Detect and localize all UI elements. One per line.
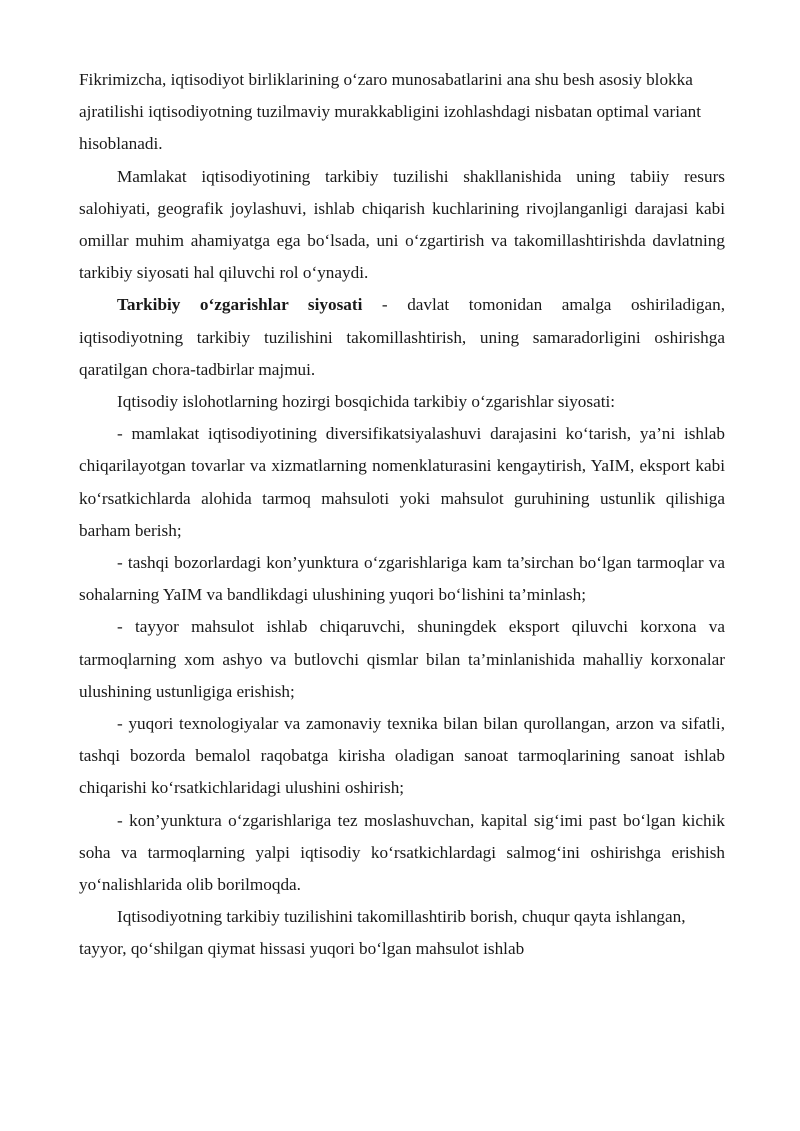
paragraph-structure-factors: Mamlakat iqtisodiyotining tarkibiy tuzilishi shakllanishida uning tabiiy resurs salohiyati, geografik joylashuvi, ishlab chiqarish kuchlarining rivojlanganligi darajasi kabi omillar muhim ahamiyatga ega bo‘lsada, uni o‘zgartirish va takomillashtirishda davlatning tarkibiy siyosati hal qiluvchi rol o‘ynaydi. [79,166,725,283]
paragraph-intro: Fikrimizcha, iqtisodiyot birliklarining o‘zaro munosabatlarini ana shu besh asosiy blokka ajratilishi iqtisodiyotning tuzilmaviy murakkabligini izohlashdagi nisbatan optimal variant hisoblanadi. [79,70,701,154]
list-item-external-markets: - tashqi bozorlardagi kon’yunktura o‘zgarishlariga kam ta’sirchan bo‘lgan tarmoqlar va sohalarning YaIM va bandlikdagi ulushining yuqori bo‘lishini ta’minlash; [79,553,725,605]
list-item-local-supply: - tayyor mahsulot ishlab chiqaruvchi, shuningdek eksport qiluvchi korxona va tarmoqlarning xom ashyo va butlovchi qismlar bilan ta’minlanishida mahalliy korxonalar ulushining ustunligiga erishish; [79,617,725,701]
defined-term: Tarkibiy o‘zgarishlar siyosati [117,295,363,315]
document-page [79,64,725,966]
paragraph-definition [79,289,725,386]
paragraph-continuation: Iqtisodiyotning tarkibiy tuzilishini takomillashtirib borish, chuqur qayta ishlangan, tayyor, qo‘shilgan qiymat hissasi yuqori bo‘lgan mahsulot ishlab [79,907,686,959]
list-item-diversification: - mamlakat iqtisodiyotining diversifikatsiyalashuvi darajasini ko‘tarish, ya’ni ishlab chiqarilayotgan tovarlar va xizmatlarning nomenklaturasini kengaytirish, YaIM, eksport kabi ko‘rsatkichlarda alohida tarmoq mahsuloti yoki mahsulot guruhining ustunlik qilishiga barham berish; [79,424,725,540]
list-item-small-business: - kon’yunktura o‘zgarishlariga tez moslashuvchan, kapital sig‘imi past bo‘lgan kichik soha va tarmoqlarning yalpi iqtisodiy ko‘rsatkichlardagi salmog‘ini oshirishga erishish yo‘nalishlarida olib borilmoqda. [79,810,725,895]
list-item-high-tech: - yuqori texnologiyalar va zamonaviy texnika bilan bilan qurollangan, arzon va sifatli, tashqi bozorda bemalol raqobatga kirisha oladigan sanoat tarmoqlarining sanoat ishlab chiqarishi ko‘rsatkichlaridagi ulushini oshirish; [79,714,725,798]
paragraph-policy-intro: Iqtisodiy islohotlarning hozirgi bosqichida tarkibiy o‘zgarishlar siyosati: [117,392,616,412]
definition-text: - davlat tomonidan amalga oshiriladigan, iqtisodiyotning tarkibiy tuzilishini takomillashtirish, uning samaradorligini oshirishga qaratilgan chora-tadbirlar majmui. [79,295,725,379]
